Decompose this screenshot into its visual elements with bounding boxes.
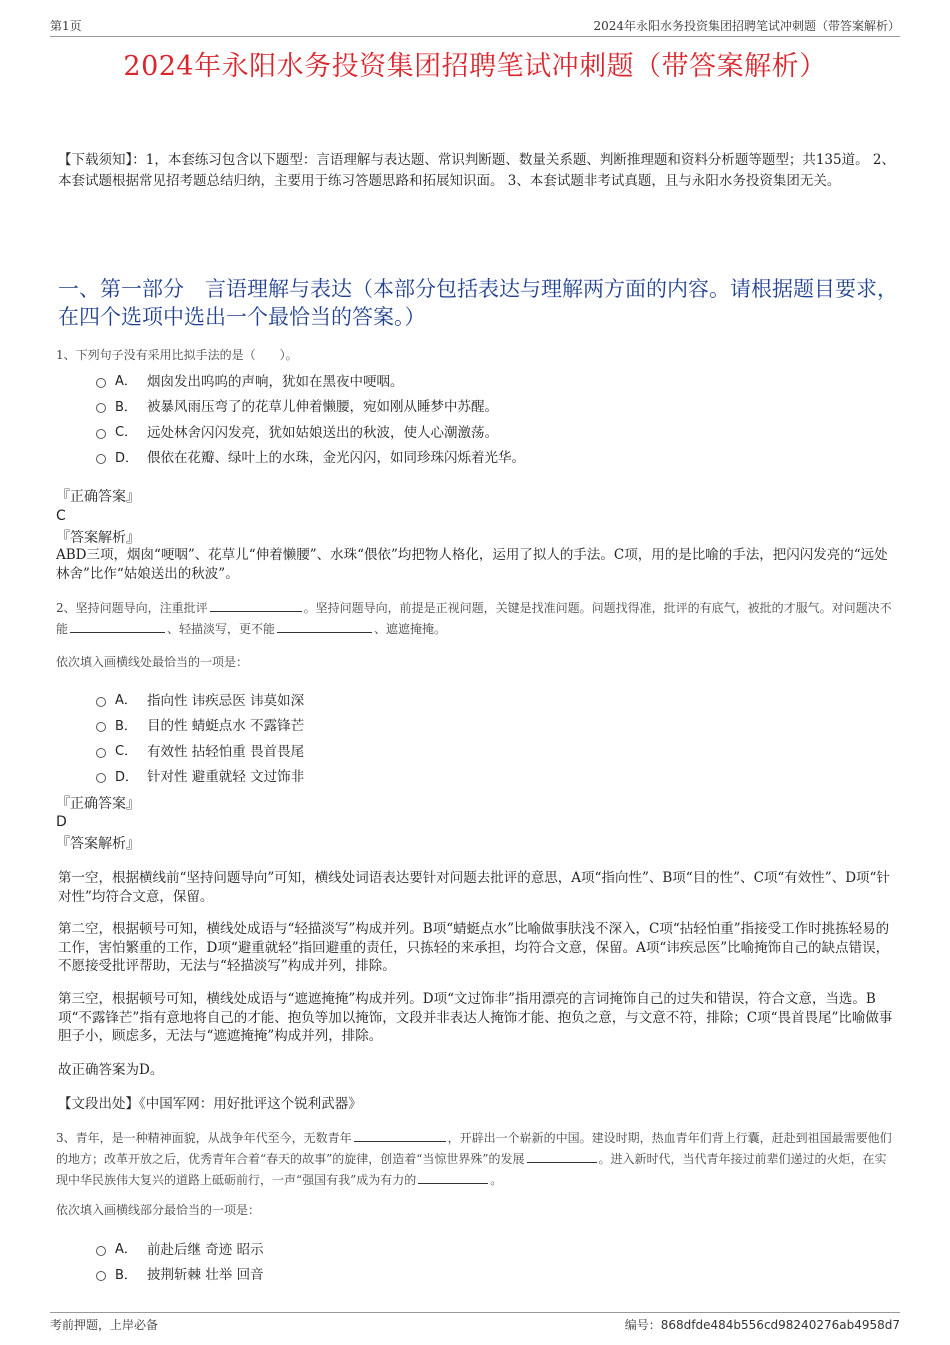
running-title: 2024年永阳水务投资集团招聘笔试冲刺题（带答案解析）: [593, 19, 900, 33]
analysis-label: 『答案解析』: [56, 530, 140, 546]
option-a[interactable]: A． 烟囱发出呜呜的声响，犹如在黑夜中哽咽。: [96, 367, 525, 393]
question-3-options: [96, 1235, 264, 1286]
blank-line: [354, 1129, 446, 1142]
blank-line: [527, 1150, 597, 1163]
page-number: 第1页: [50, 19, 82, 33]
question-1-analysis: ABD三项，烟囱“哽咽”、花草儿“伸着懒腰”、水珠“偎依”均把物人格化，运用了拟人的手法。C项，用的是比喻的手法，把闪闪发亮的“远处林舍”比作“姑娘送出的秋波”。: [56, 547, 888, 582]
blank-line: [277, 620, 372, 633]
correct-answer-label: 『正确答案』: [56, 489, 140, 505]
question-1-stem: 1、下列句子没有采用比拟手法的是（ ）。: [56, 348, 298, 362]
section-title: 一、第一部分 言语理解与表达（本部分包括表达与理解两方面的内容。请根据题目要求，在四个选项中选出一个最恰当的答案。）: [58, 277, 898, 329]
question-2-options: [96, 686, 304, 788]
question-2-analysis-1: 第一空，根据横线前“坚持问题导向”可知，横线处词语表达要针对问题去批评的意思，A项“指向性”、B项“目的性”、C项“有效性”、D项“针对性”均符合文意，保留。: [58, 870, 890, 905]
question-1-answer: C: [56, 508, 66, 524]
option-c[interactable]: C． 远处林舍闪闪发亮，犹如姑娘送出的秋波，使人心潮激荡。: [96, 418, 525, 444]
question-2-analysis-2: 第二空，根据顿号可知，横线处成语与“轻描淡写”构成并列。B项“蜻蜓点水”比喻做事肤浅不深入，C项“拈轻怕重”指接受工作时挑拣轻易的工作，害怕繁重的工作，D项“避重就轻”指回避重的责任，只拣轻的来承担，均符合文意，保留。A项“讳疾忌医”比喻掩饰自己的缺点错误，不愿接受批评帮助，无法与“轻描淡写”构成并列，排除。: [58, 921, 890, 974]
radio-icon[interactable]: [96, 1271, 106, 1281]
option-b[interactable]: B． 披荆斩棘 壮举 回音: [96, 1261, 264, 1287]
blank-line: [70, 620, 165, 633]
correct-answer-label: 『正确答案』: [56, 796, 140, 812]
option-a[interactable]: A． 前赴后继 奇迹 昭示: [96, 1235, 264, 1261]
radio-icon[interactable]: [96, 697, 106, 707]
question-2-stem: 2、坚持问题导向，注重批评 。坚持问题导向，前提是正视问题，关键是找准问题。问题找得准，批评的有底气，被批的才服气。对问题决不能 、轻描淡写，更不能 、遮遮掩掩。: [56, 601, 892, 636]
fill-instruction: 依次填入画横线部分最恰当的一项是：: [56, 1203, 261, 1217]
option-d[interactable]: D． 偎依在花瓣、绿叶上的水珠，金光闪闪，如同珍珠闪烁着光华。: [96, 444, 525, 470]
analysis-label: 『答案解析』: [56, 836, 140, 852]
document-title: 2024年永阳水务投资集团招聘笔试冲刺题（带答案解析）: [123, 51, 827, 82]
option-d[interactable]: D． 针对性 避重就轻 文过饰非: [96, 763, 304, 789]
option-b[interactable]: B． 被暴风雨压弯了的花草儿伸着懒腰，宛如刚从睡梦中苏醒。: [96, 393, 525, 419]
option-c[interactable]: C． 有效性 拈轻怕重 畏首畏尾: [96, 737, 304, 763]
radio-icon[interactable]: [96, 748, 106, 758]
page-footer: [50, 1312, 900, 1333]
option-a[interactable]: A． 指向性 讳疾忌医 讳莫如深: [96, 686, 304, 712]
question-3-stem: 3、青年，是一种精神面貌，从战争年代至今，无数青年 ，开辟出一个崭新的中国。建设时期，热血青年们背上行囊，赶赴到祖国最需要他们的地方；改革开放之后，优秀青年合着“春天的故事”的旋律，创造着“当惊世界殊”的发展 。进入新时代，当代青年接过前辈们递过的火炬，在实现中华民族伟大复兴的道路上砥砺前行，一声“强国有我”成为有力的 。: [56, 1131, 892, 1187]
radio-icon[interactable]: [96, 454, 106, 464]
question-2-source: 【文段出处】《中国军网：用好批评这个锐利武器》: [58, 1096, 362, 1112]
fill-instruction: 依次填入画横线处最恰当的一项是：: [56, 655, 249, 669]
radio-icon[interactable]: [96, 429, 106, 439]
radio-icon[interactable]: [96, 1246, 106, 1256]
question-1-options: [96, 367, 525, 469]
footer-slogan: 考前押题，上岸必备: [50, 1318, 159, 1332]
question-2-answer: D: [56, 814, 67, 830]
radio-icon[interactable]: [96, 722, 106, 732]
question-2-analysis-3: 第三空，根据顿号可知，横线处成语与“遮遮掩掩”构成并列。D项“文过饰非”指用漂亮的言词掩饰自己的过失和错误，符合文意，当选。B项“不露锋芒”指有意地将自己的才能、抱负等加以掩饰，文段并非表达人掩饰才能、抱负之意，与文意不符，排除；C项“畏首畏尾”比喻做事胆子小，顾虑多，无法与“遮遮掩掩”构成并列，排除。: [58, 991, 893, 1044]
option-b[interactable]: B． 目的性 蜻蜓点水 不露锋芒: [96, 712, 304, 738]
footer-code: 编号：868dfde484b556cd98240276ab4958d7: [624, 1318, 900, 1332]
radio-icon[interactable]: [96, 773, 106, 783]
radio-icon[interactable]: [96, 378, 106, 388]
page-header: [50, 14, 900, 37]
question-2-conclusion: 故正确答案为D。: [58, 1062, 164, 1078]
document-code: 868dfde484b556cd98240276ab4958d7: [660, 1318, 900, 1332]
blank-line: [418, 1171, 488, 1184]
download-notice: 【下载须知】：1，本套练习包含以下题型：言语理解与表达题、常识判断题、数量关系题、判断推理题和资料分析题等题型；共135道。 2、本套试题根据常见招考题总结归纳，主要用于练习答题思路和拓展知识面。 3、本套试题非考试真题，且与永阳水务投资集团无关。: [58, 152, 895, 189]
radio-icon[interactable]: [96, 403, 106, 413]
blank-line: [210, 599, 302, 612]
